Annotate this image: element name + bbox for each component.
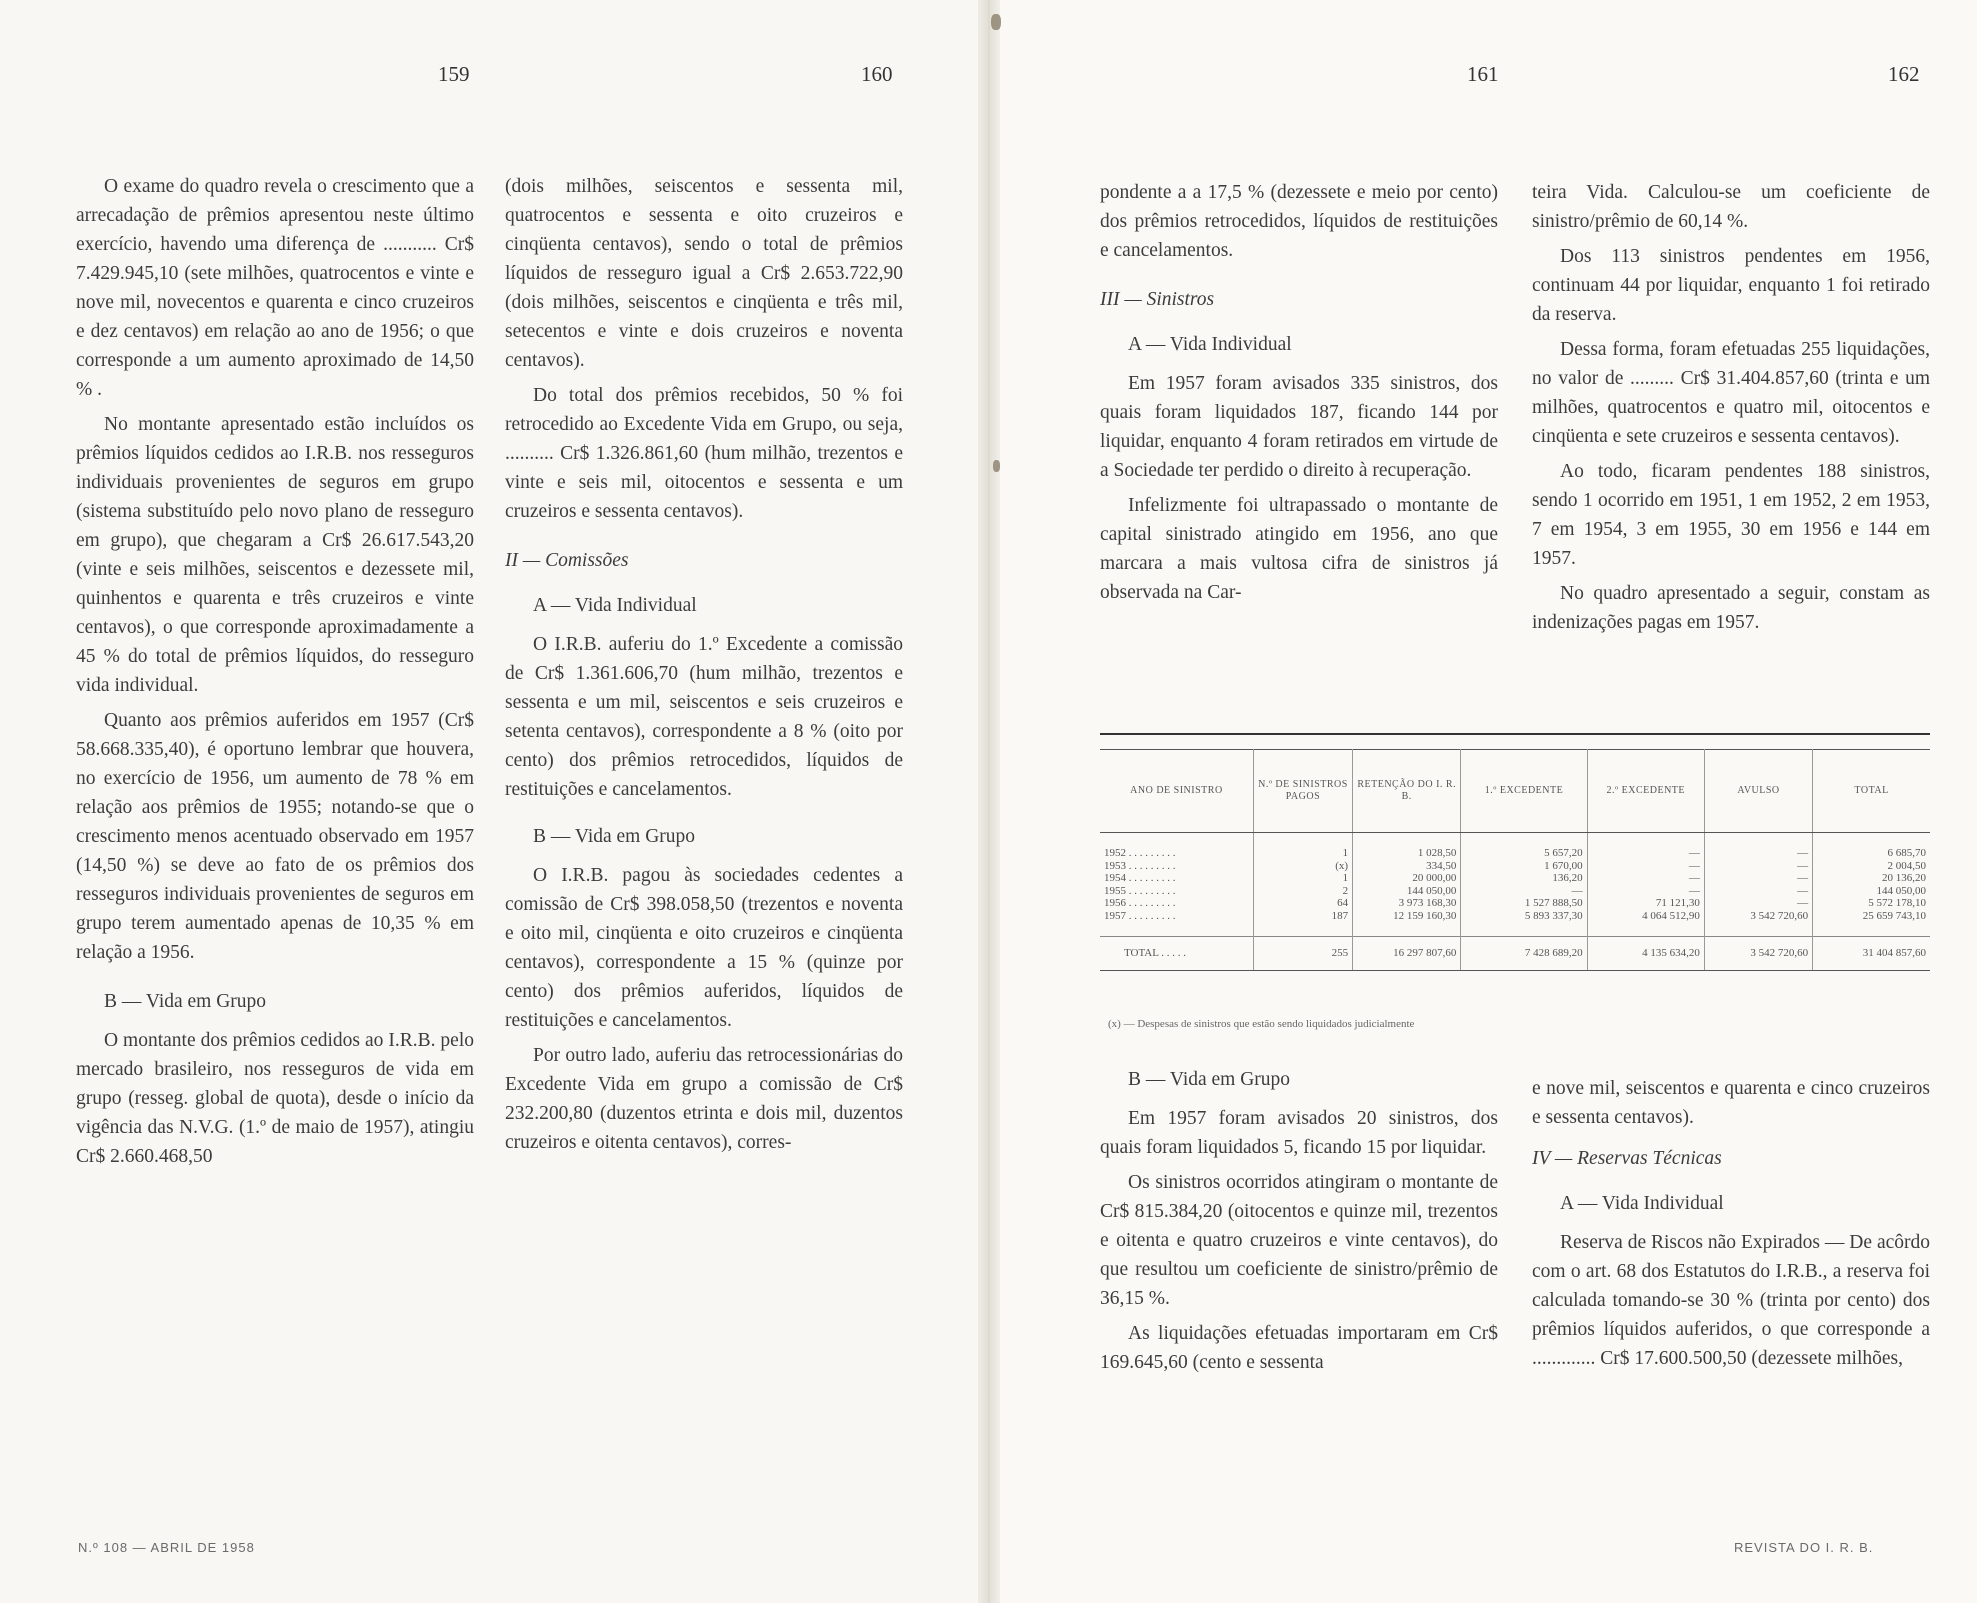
paragraph: O I.R.B. pagou às sociedades cedentes a comissão de Cr$ 398.058,50 (trezentos e noventa e oito mil, cinqüenta e oito cruzeiros e cinqüenta centavos), correspondente a 15 % (quinze por cento) dos prêmios auferidos, líquidos de restituições e cancelamentos. [505, 865, 903, 1031]
paragraph: Em 1957 foram avisados 335 sinistros, dos quais foram liquidados 187, ficando 144 por liquidar, enquanto 4 foram retirados em virtude de a Sociedade ter perdido o direito à recuperação. [1100, 373, 1498, 481]
total-cell: 4 135 634,20 [1587, 937, 1704, 971]
paragraph: Os sinistros ocorridos atingiram o montante de Cr$ 815.384,20 (oitocentos e quinze mil, trezentos e oitenta e quatro cruzeiros e vinte centavos), do que resultou um coeficiente de sinistro/prêmio de 36,15 %. [1100, 1172, 1498, 1309]
table-header: N.º DE SINISTROS PAGOS [1253, 750, 1352, 833]
table-cell: — [1704, 872, 1812, 885]
paragraph: Infelizmente foi ultrapassado o montante de capital sinistrado atingido em 1956, ano que marcara a mais vultosa cifra de sinistros já observada na Car- [1100, 495, 1498, 603]
page-number-161: 161 [1467, 62, 1499, 86]
table-cell: 136,20 [1461, 872, 1587, 885]
binding-mark [991, 14, 1001, 30]
year-cell: 1956 . . . . . . . . . [1100, 897, 1253, 910]
text-column-160 [505, 172, 903, 1163]
text-column-162 [1532, 178, 1930, 643]
table-cell: 2 004,50 [1887, 859, 1926, 872]
paragraph: Do total dos prêmios recebidos, 50 % foi retrocedido ao Excedente Vida em Grupo, ou seja, .......... Cr$ 1.326.861,60 (hum milhão, trezentos e vinte e seis mil, oitocentos e sessenta e um cruzeiros e sessenta centavos). [505, 385, 903, 522]
table-row [1100, 872, 1930, 885]
text-column-162-lower [1532, 1074, 1930, 1379]
paragraph: Ao todo, ficaram pendentes 188 sinistros, sendo 1 ocorrido em 1951, 1 em 1952, 2 em 1953, 7 em 1954, 3 em 1955, 30 em 1956 e 144 em 1957. [1532, 461, 1930, 569]
text-column-161 [1100, 178, 1498, 613]
table-cell: 144 050,00 [1876, 884, 1926, 897]
total-cell: 7 428 689,20 [1461, 937, 1587, 971]
paragraph: Dos 113 sinistros pendentes em 1956, continuam 44 por liquidar, enquanto 1 foi retirado da reserva. [1532, 246, 1930, 325]
total-cell: 255 [1253, 937, 1352, 971]
table-cell: 1 [1253, 872, 1352, 885]
claims-table [1100, 749, 1930, 971]
year-cell: 1955 . . . . . . . . . [1100, 885, 1253, 898]
table-cell: 144 050,00 [1353, 885, 1461, 898]
table-cell: 20 136,20 [1882, 872, 1926, 884]
paragraph: e nove mil, seiscentos e quarenta e cinco cruzeiros e sessenta centavos). [1532, 1078, 1930, 1128]
table-cell: 187 [1253, 910, 1352, 923]
table-cell: 3 973 168,30 [1353, 897, 1461, 910]
page-number-160: 160 [861, 62, 893, 86]
table-header: AVULSO [1704, 750, 1812, 833]
table-cell: — [1587, 860, 1704, 873]
text-column-161-lower [1100, 1065, 1498, 1383]
table-cell: 1 670,00 [1461, 860, 1587, 873]
total-cell: 3 542 720,60 [1704, 937, 1812, 971]
year-cell: 1952 . . . . . . . . . [1100, 847, 1253, 860]
table-cell: 4 064 512,90 [1587, 910, 1704, 923]
table-header: RETENÇÃO DO I. R. B. [1353, 750, 1461, 833]
table-cell: 1 028,50 [1353, 847, 1461, 860]
table-cell: 6 685,70 [1887, 847, 1926, 859]
table-cell: — [1704, 847, 1812, 860]
table-cell: (x) [1253, 860, 1352, 873]
footer-journal: REVISTA DO I. R. B. [1734, 1540, 1874, 1555]
table-rule [1100, 733, 1930, 735]
section-heading: B — Vida em Grupo [104, 991, 267, 1012]
table-header: ANO DE SINISTRO [1100, 750, 1253, 833]
table-cell: 64 [1253, 897, 1352, 910]
subsection-heading: A — Vida Individual [533, 595, 697, 616]
table-cell: 71 121,30 [1587, 897, 1704, 910]
table-cell: 20 000,00 [1353, 872, 1461, 885]
binding-mark [993, 460, 1000, 472]
table-cell: 334,50 [1353, 860, 1461, 873]
page-number-159: 159 [438, 62, 470, 86]
paragraph: No quadro apresentado a seguir, constam as indenizações pagas em 1957. [1532, 583, 1930, 633]
total-cell: 16 297 807,60 [1353, 937, 1461, 971]
subsection-heading: A — Vida Individual [1128, 334, 1292, 355]
table-cell: 2 [1253, 885, 1352, 898]
table-footnote: (x) — Despesas de sinistros que estão sendo liquidados judicialmente [1108, 1018, 1415, 1030]
subsection-heading: A — Vida Individual [1560, 1193, 1724, 1214]
paragraph: Dessa forma, foram efetuadas 255 liquidações, no valor de ......... Cr$ 31.404.857,60 (trinta e um milhões, quatrocentos e quatro mil, oitocentos e cinqüenta e sete cruzeiros e sessenta centavos). [1532, 339, 1930, 447]
total-cell: 31 404 857,60 [1813, 937, 1930, 971]
total-label: TOTAL . . . . . [1100, 937, 1253, 971]
table-cell: 5 657,20 [1461, 847, 1587, 860]
subsection-heading: B — Vida em Grupo [1128, 1069, 1291, 1090]
paragraph: (dois milhões, seiscentos e sessenta mil, quatrocentos e sessenta e oito cruzeiros e cinqüenta centavos), sendo o total de prêmios líquidos de resseguro igual a Cr$ 2.653.722,90 (dois milhões, seiscentos e cinqüenta e três mil, setecentos e vinte e dois cruzeiros e noventa centavos). [505, 176, 903, 371]
table-cell: 3 542 720,60 [1704, 910, 1812, 923]
table-header: 2.º EXCEDENTE [1587, 750, 1704, 833]
paragraph: O I.R.B. auferiu do 1.º Excedente a comissão de Cr$ 1.361.606,70 (hum milhão, trezentos e sessenta e um mil, seiscentos e seis cruzeiros e setenta centavos), correspondente a 8 % (oito por cento) dos prêmios retrocedidos, líquidos de restituições e cancelamentos. [505, 634, 903, 800]
book-gutter [978, 0, 1000, 1603]
table-cell: — [1461, 885, 1587, 898]
section-heading: II — Comissões [505, 550, 629, 571]
year-cell: 1954 . . . . . . . . . [1100, 872, 1253, 885]
section-heading: IV — Reservas Técnicas [1532, 1148, 1722, 1169]
table-cell: — [1587, 885, 1704, 898]
table-header: TOTAL [1813, 750, 1930, 833]
table-header-row [1100, 750, 1930, 833]
table-cell: — [1704, 860, 1812, 873]
paragraph: Por outro lado, auferiu das retrocessionárias do Excedente Vida em grupo a comissão de Cr$ 232.200,80 (duzentos etrinta e dois mil, duzentos cruzeiros e oitenta centavos), corres- [505, 1045, 903, 1153]
paragraph: O montante dos prêmios cedidos ao I.R.B. pelo mercado brasileiro, nos resseguros de vida em grupo (resseg. global de quota), desde o início da vigência das N.V.G. (1.º de maio de 1957), atingiu Cr$ 2.660.468,50 [76, 1030, 474, 1167]
table-cell: 1 527 888,50 [1461, 897, 1587, 910]
table-cell: — [1704, 885, 1812, 898]
text-column-159 [76, 172, 474, 1177]
table-cell: 25 659 743,10 [1862, 909, 1926, 922]
footer-issue: N.º 108 — ABRIL DE 1958 [78, 1540, 255, 1555]
table-cell: 12 159 160,30 [1353, 910, 1461, 923]
table-cell: 5 893 337,30 [1461, 910, 1587, 923]
year-cell: 1957 . . . . . . . . . [1100, 910, 1253, 923]
table-total-row [1100, 937, 1930, 971]
paragraph: teira Vida. Calculou-se um coeficiente de sinistro/prêmio de 60,14 %. [1532, 182, 1930, 232]
table-row [1100, 847, 1930, 860]
table-cell: — [1704, 897, 1812, 910]
table-cell: — [1587, 847, 1704, 860]
page-number-162: 162 [1888, 62, 1920, 86]
table-row [1100, 860, 1930, 873]
paragraph: Em 1957 foram avisados 20 sinistros, dos quais foram liquidados 5, ficando 15 por liquidar. [1100, 1108, 1498, 1158]
paragraph: pondente a a 17,5 % (dezessete e meio por cento) dos prêmios retrocedidos, líquidos de restituições e cancelamentos. [1100, 182, 1498, 261]
paragraph: O exame do quadro revela o crescimento que a arrecadação de prêmios apresentou neste último exercício, havendo uma diferença de ........... Cr$ 7.429.945,10 (sete milhões, quatrocentos e vinte e nove mil, novecentos e quarenta e cinco cruzeiros e dez centavos) em relação ao ano de 1956; o que corresponde a um aumento aproximado de 14,50 % . [76, 176, 474, 400]
paragraph: Quanto aos prêmios auferidos em 1957 (Cr$ 58.668.335,40), é oportuno lembrar que houvera, no exercício de 1956, um aumento de 78 % em relação aos prêmios de 1955; notando-se que o crescimento menos acentuado observado em 1957 (14,50 %) se deve ao fato de os prêmios dos resseguros individuais provenientes de seguros em grupo terem aumentado apenas de 10,35 % em relação a 1956. [76, 710, 474, 963]
table-row [1100, 885, 1930, 898]
paragraph: As liquidações efetuadas importaram em Cr$ 169.645,60 (cento e sessenta [1100, 1323, 1498, 1373]
table-cell: 1 [1253, 847, 1352, 860]
year-cell: 1953 . . . . . . . . . [1100, 860, 1253, 873]
table-row [1100, 910, 1930, 923]
paragraph: No montante apresentado estão incluídos os prêmios líquidos cedidos ao I.R.B. nos resseguros individuais provenientes de seguros em grupo (sistema substituído pelo novo plano de resseguro em grupo), que chegaram a Cr$ 26.617.543,20 (vinte e seis milhões, seiscentos e dezessete mil, quinhentos e quarenta e três cruzeiros e vinte centavos), o que corresponde aproximadamente a 45 % do total de prêmios líquidos, do resseguro vida individual. [76, 414, 474, 696]
table-header: 1.º EXCEDENTE [1461, 750, 1587, 833]
section-heading: III — Sinistros [1100, 289, 1215, 310]
table-cell: 5 572 178,10 [1868, 897, 1926, 909]
table-row [1100, 897, 1930, 910]
table-cell: — [1587, 872, 1704, 885]
paragraph: Reserva de Riscos não Expirados — De acôrdo com o art. 68 dos Estatutos do I.R.B., a reserva foi calculada tomando-se 30 % (trinta por cento) dos prêmios líquidos auferidos, o que corresponde a ............. Cr$ 17.600.500,50 (dezessete milhões, [1532, 1232, 1930, 1369]
subsection-heading: B — Vida em Grupo [533, 826, 696, 847]
claims-table-container [1100, 733, 1930, 971]
